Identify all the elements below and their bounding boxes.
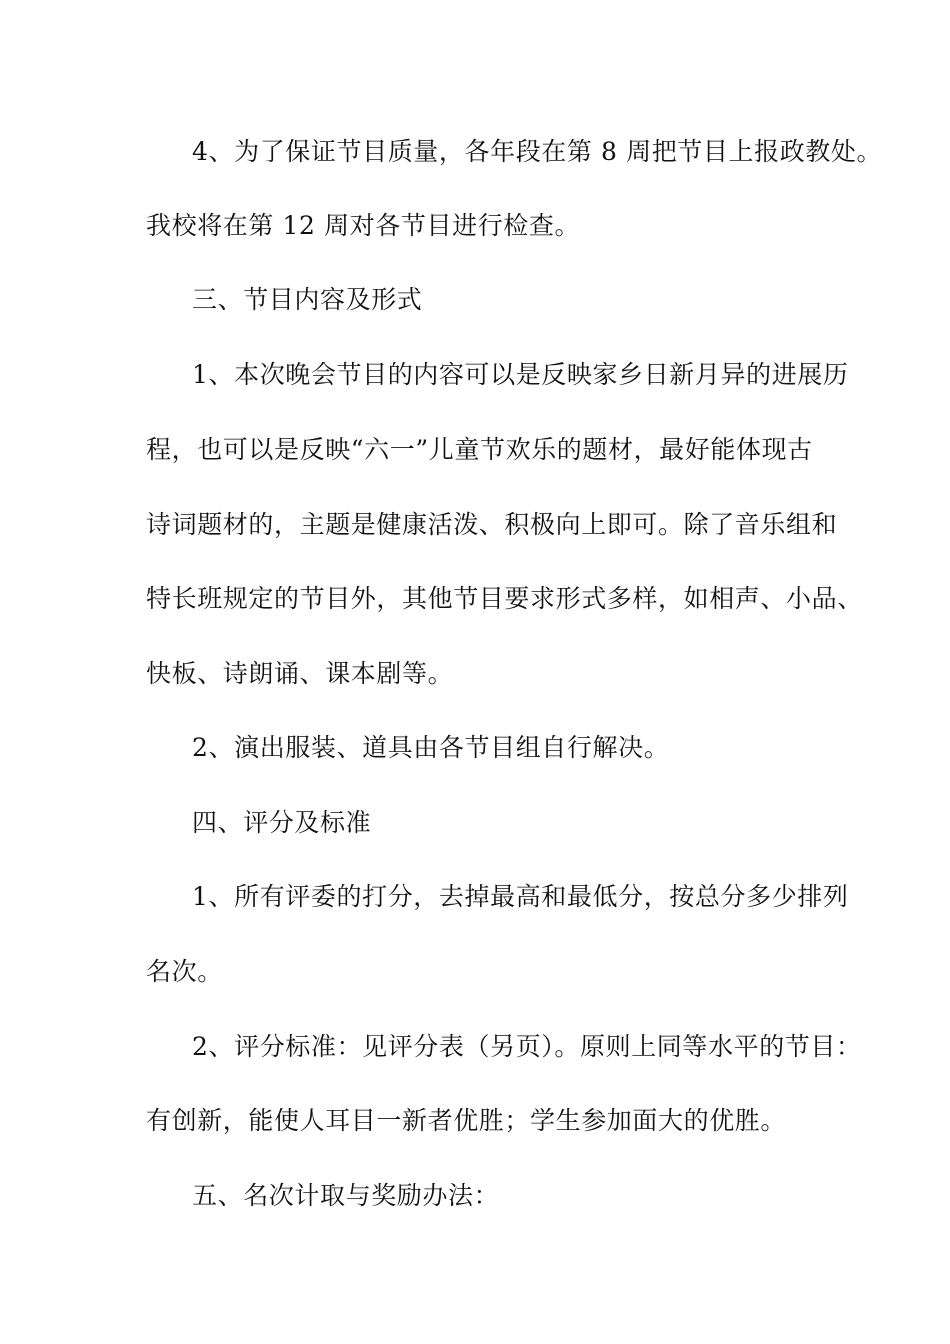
paragraph-content-1-line-2: 程，也可以是反映“六一”儿童节欢乐的题材，最好能体现古 bbox=[146, 435, 813, 464]
paragraph-content-1-line-5: 快板、诗朗诵、课本剧等。 bbox=[146, 659, 454, 688]
section-heading-4: 四、评分及标准 bbox=[192, 808, 372, 837]
paragraph-scoring-2-line-2: 有创新，能使人耳目一新者优胜；学生参加面大的优胜。 bbox=[146, 1106, 787, 1135]
paragraph-scoring-1-line-2: 名次。 bbox=[146, 957, 223, 986]
paragraph-item-4-line-1: 4、为了保证节目质量，各年段在第 8 周把节目上报政教处。 bbox=[192, 137, 883, 166]
paragraph-content-1-line-1: 1、本次晚会节目的内容可以是反映家乡日新月异的进展历 bbox=[192, 360, 849, 389]
section-heading-3: 三、节目内容及形式 bbox=[192, 285, 423, 314]
paragraph-content-1-line-4: 特长班规定的节目外，其他节目要求形式多样，如相声、小品、 bbox=[146, 584, 863, 613]
section-heading-5: 五、名次计取与奖励办法： bbox=[192, 1181, 500, 1210]
paragraph-scoring-2-line-1: 2、评分标准：见评分表（另页）。原则上同等水平的节目： bbox=[192, 1032, 862, 1061]
paragraph-content-1-line-3: 诗词题材的，主题是健康活泼、积极向上即可。除了音乐组和 bbox=[146, 510, 838, 539]
paragraph-scoring-1-line-1: 1、所有评委的打分，去掉最高和最低分，按总分多少排列 bbox=[192, 882, 849, 911]
paragraph-content-2: 2、演出服装、道具由各节目组自行解决。 bbox=[192, 733, 670, 762]
paragraph-item-4-line-2: 我校将在第 12 周对各节目进行检查。 bbox=[146, 211, 581, 240]
